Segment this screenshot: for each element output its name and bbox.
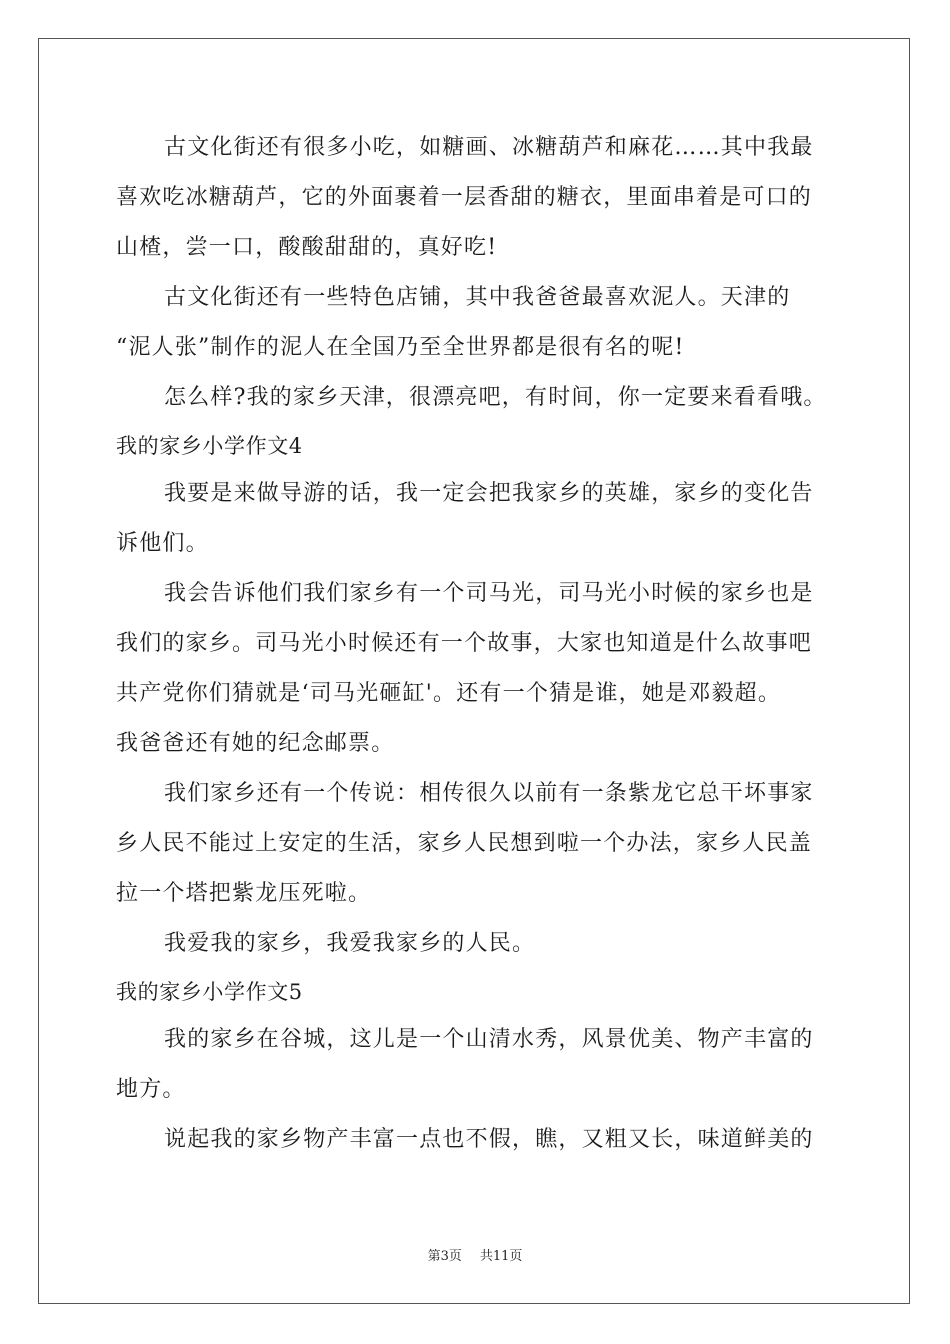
paragraph (116, 569, 834, 769)
text-line: 喜欢吃冰糖葫芦，它的外面裹着一层香甜的糖衣，里面串着是可口的 (116, 185, 813, 210)
text-line: 诉他们。 (116, 531, 209, 556)
text-line: 我爱我的家乡，我爱我家乡的人民。 (164, 931, 536, 956)
text-line: 我要是来做导游的话，我一定会把我家乡的英雄，家乡的变化告 (164, 481, 814, 506)
paragraph (116, 469, 834, 569)
document-body (116, 123, 834, 1165)
text-line: “泥人张”制作的泥人在全国乃至全世界都是很有名的呢! (116, 335, 685, 360)
paragraph (116, 1115, 834, 1165)
text-line: 我的家乡在谷城，这儿是一个山清水秀，风景优美、物产丰富的 (164, 1027, 814, 1052)
section-heading: 我的家乡小学作文5 (116, 980, 303, 1004)
text-line: 我们的家乡。司马光小时候还有一个故事，大家也知道是什么故事吧 (116, 631, 813, 656)
page-footer (0, 1245, 950, 1264)
text-line: 拉一个塔把紫龙压死啦。 (116, 881, 372, 906)
paragraph (116, 373, 834, 423)
paragraph (116, 1015, 834, 1115)
text-line: 乡人民不能过上安定的生活，家乡人民想到啦一个办法，家乡人民盖 (116, 831, 813, 856)
section-heading: 我的家乡小学作文4 (116, 434, 303, 458)
paragraph (116, 273, 834, 373)
text-line: 山楂，尝一口，酸酸甜甜的，真好吃! (116, 235, 498, 260)
text-line: 古文化街还有一些特色店铺，其中我爸爸最喜欢泥人。天津的 (164, 285, 791, 310)
page-total: 共11页 (479, 1249, 523, 1264)
page-number: 第3页 (427, 1249, 462, 1264)
text-line: 说起我的家乡物产丰富一点也不假，瞧，又粗又长，味道鲜美的 (164, 1127, 814, 1152)
paragraph (116, 123, 834, 273)
paragraph (116, 919, 834, 969)
text-line: 共产党你们猜就是‘司马光砸缸'。还有一个猜是谁，她是邓毅超。 (116, 681, 782, 706)
text-line: 地方。 (116, 1077, 186, 1102)
text-line: 我会告诉他们我们家乡有一个司马光，司马光小时候的家乡也是 (164, 581, 814, 606)
text-line: 我爸爸还有她的纪念邮票。 (116, 731, 395, 756)
text-line: 我们家乡还有一个传说：相传很久以前有一条紫龙它总干坏事家 (164, 781, 814, 806)
paragraph (116, 769, 834, 919)
text-line: 怎么样?我的家乡天津，很漂亮吧，有时间，你一定要来看看哦。 (164, 385, 827, 410)
text-line: 古文化街还有很多小吃，如糖画、冰糖葫芦和麻花……其中我最 (164, 135, 814, 160)
